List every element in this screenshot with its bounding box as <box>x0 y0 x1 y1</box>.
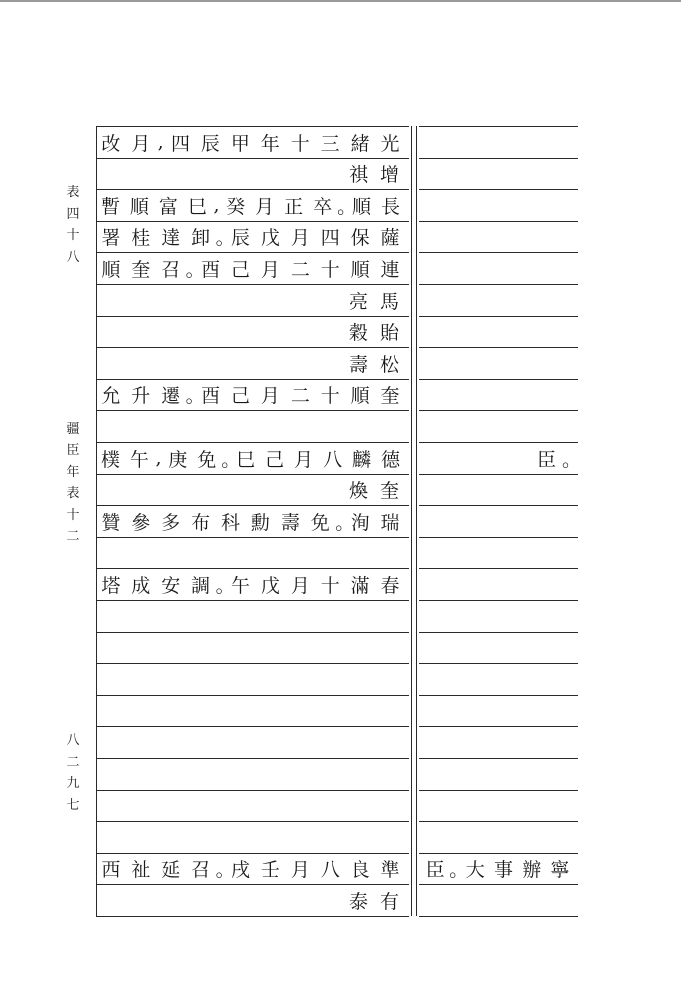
table-row-rule-right <box>419 410 578 411</box>
page-number-character: 七 <box>66 797 80 813</box>
table-row-rule <box>96 916 409 917</box>
margin-character: 臣 <box>66 443 80 458</box>
table-row-text: 順 奎 召 。 酉 己 月 二 十 順 連 <box>101 258 400 281</box>
table-row-right-text: 臣 。 <box>536 448 582 471</box>
table-row-rule-right <box>419 284 578 285</box>
margin-character: 二 <box>66 529 80 544</box>
table-row-right-text: 臣 。 大 事 辦 寧 <box>425 859 570 882</box>
page-number-character: 二 <box>66 754 80 770</box>
table-row-rule-right <box>419 758 578 759</box>
table-row-rule <box>96 758 409 759</box>
table-row-text: 暫 順 富 巳 , 癸 月 正 卒 。 順 長 <box>100 194 401 218</box>
table-row-rule-right <box>419 505 578 506</box>
table-row-rule-right <box>419 189 578 190</box>
table-row-text: 亮 馬 <box>348 290 399 313</box>
table-row-rule-right <box>419 632 578 633</box>
table-row-rule-right <box>419 347 578 348</box>
table-row-text: 塔 成 安 調 。 午 戊 月 十 滿 春 <box>101 574 400 597</box>
table-row-text: 樸 午 , 庚 免 。 巳 己 月 八 麟 德 <box>100 447 401 471</box>
table-row-rule <box>96 821 409 822</box>
table-row-text: 煥 奎 <box>348 480 399 503</box>
table-row-rule <box>96 632 409 633</box>
table-row-rule <box>96 600 409 601</box>
table-row-rule <box>96 663 409 664</box>
table-row-rule-right <box>419 695 578 696</box>
table-row-rule-right <box>419 158 578 159</box>
margin-character: 表 <box>66 486 80 501</box>
margin-character: 年 <box>66 464 80 480</box>
table-row-text: 泰 有 <box>348 890 399 913</box>
page-number-character: 八 <box>66 733 80 748</box>
table-column-divider <box>411 126 412 916</box>
table-row-text: 穀 貽 <box>348 322 399 345</box>
table-row-rule-right <box>419 474 578 475</box>
table-row-text: 祺 增 <box>348 164 399 187</box>
table-row-text: 壽 松 <box>348 353 399 376</box>
table-row-rule <box>96 726 409 727</box>
table-row-rule-right <box>419 126 578 127</box>
table-row-text: 贊 參 多 布 科 勳 壽 免 。 洵 瑞 <box>101 511 400 534</box>
table-row-rule-right <box>419 379 578 380</box>
table-column-divider-inner <box>416 126 417 916</box>
table-row-text: 允 升 遷 。 酉 己 月 二 十 順 奎 <box>101 385 400 408</box>
margin-character: 十 <box>66 507 80 523</box>
table-row-rule-right <box>419 316 578 317</box>
table-row-rule <box>96 410 409 411</box>
table-row-rule <box>96 537 409 538</box>
margin-character: 十 <box>66 228 80 243</box>
page-number-character: 九 <box>66 776 80 791</box>
table-row-text: 署 桂 達 卸 。 辰 戊 月 四 保 薩 <box>101 227 400 250</box>
table-row-rule-right <box>419 537 578 538</box>
table-row-rule <box>96 695 409 696</box>
table-row-rule-right <box>419 790 578 791</box>
margin-character: 四 <box>66 206 80 222</box>
table-row-rule-right <box>419 821 578 822</box>
table-row-rule-right <box>419 252 578 253</box>
margin-character: 八 <box>66 249 80 265</box>
table-row-rule <box>96 790 409 791</box>
table-row-text: 改 月 , 四 辰 甲 年 十 三 緒 光 <box>101 131 400 155</box>
table-row-rule-right <box>419 916 578 917</box>
table-row-rule-right <box>419 663 578 664</box>
margin-character: 表 <box>66 185 80 200</box>
margin-character: 疆 <box>66 421 80 437</box>
table-row-rule-right <box>419 221 578 222</box>
table-row-rule-right <box>419 726 578 727</box>
table-row-text: 西 祉 延 召 。 戌 壬 月 八 良 準 <box>101 859 400 882</box>
table-row-rule-right <box>419 600 578 601</box>
table-row-rule-right <box>419 884 578 885</box>
table-row-rule-right <box>419 568 578 569</box>
